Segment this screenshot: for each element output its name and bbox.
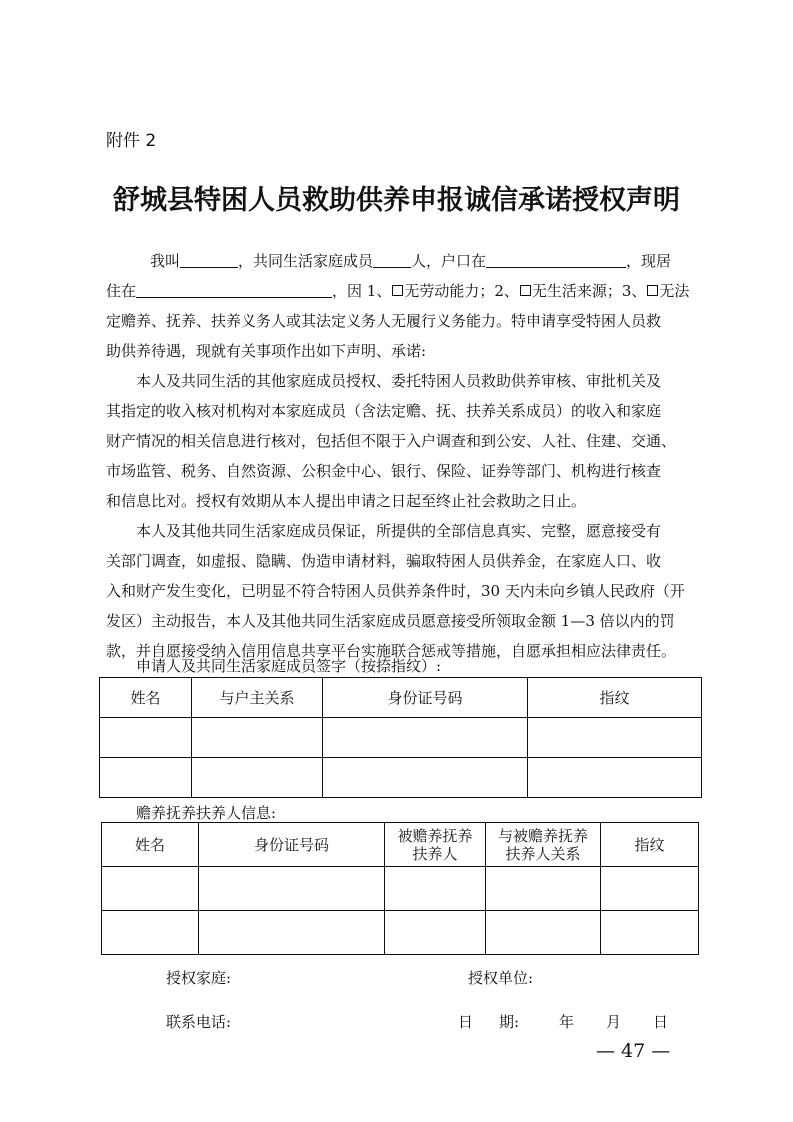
- checkbox-icon[interactable]: [392, 285, 403, 296]
- text: 无生活来源；3、: [531, 282, 647, 300]
- header-supported-relation: [486, 823, 601, 867]
- header-id-number: 身份证号码: [199, 823, 385, 867]
- supported-cell[interactable]: [385, 867, 486, 911]
- supported-cell[interactable]: [385, 911, 486, 955]
- checkbox-icon[interactable]: [520, 285, 531, 296]
- text: ，因 1、: [332, 282, 392, 300]
- date-label-ri: 日: [458, 1013, 474, 1031]
- name-cell[interactable]: [102, 867, 199, 911]
- text: 我叫: [150, 252, 181, 270]
- text: 扶养人关系: [505, 844, 581, 863]
- para1-line1: [106, 251, 690, 271]
- id-cell[interactable]: [323, 758, 528, 798]
- household-blank[interactable]: [486, 251, 626, 268]
- date-label-qi: 期:: [499, 1013, 520, 1031]
- phone-label: 联系电话:: [166, 1013, 232, 1031]
- para2-line: 本人及共同生活的其他家庭成员授权、委托特困人员救助供养审核、审批机关及: [136, 372, 662, 390]
- id-cell[interactable]: [199, 911, 385, 955]
- para3-line: 关部门调查，如虚报、隐瞒、伪造申请材料，骗取特困人员供养金，在家庭人口、收: [106, 552, 662, 570]
- text: 被赡养抚养: [397, 826, 473, 845]
- applicant-signature-table: [99, 677, 702, 798]
- table-row: [102, 911, 699, 955]
- relation-cell[interactable]: [192, 758, 323, 798]
- year-label: 年: [559, 1013, 575, 1031]
- table1-caption: 申请人及共同生活家庭成员签字（按捺指纹）:: [136, 657, 442, 675]
- supporter-info-table: [101, 822, 699, 955]
- para2-line: 市场监管、税务、自然资源、公积金中心、银行、保险、证券等部门、机构进行核查: [106, 462, 662, 480]
- header-fingerprint: 指纹: [528, 678, 702, 718]
- para3-line: 入和财产发生变化，已明显不符合特困人员供养条件时，30 天内未向乡镇人民政府（开: [106, 582, 685, 600]
- id-cell[interactable]: [323, 718, 528, 758]
- fingerprint-cell[interactable]: [528, 718, 702, 758]
- name-cell[interactable]: [100, 758, 192, 798]
- text: 人，户口在: [411, 252, 487, 270]
- page-number: — 47 —: [596, 1040, 671, 1062]
- para2-line: 和信息比对。授权有效期从本人提出申请之日起至终止社会救助之日止。: [106, 492, 587, 510]
- text: ，现居: [626, 252, 672, 270]
- name-cell[interactable]: [102, 911, 199, 955]
- text: 无劳动能力；2、: [404, 282, 519, 300]
- table2-caption: 赡养抚养扶养人信息:: [136, 804, 277, 822]
- table-row: [102, 867, 699, 911]
- relation-cell[interactable]: [192, 718, 323, 758]
- para1-line2: [106, 281, 690, 301]
- member-count-blank[interactable]: [373, 251, 411, 268]
- text: 扶养人: [412, 844, 458, 863]
- para1-line3: 定赡养、抚养、扶养义务人或其法定义务人无履行义务能力。特申请享受特困人员救: [106, 312, 662, 330]
- header-supported-person: [385, 823, 486, 867]
- checkbox-icon[interactable]: [647, 285, 658, 296]
- auth-unit-label: 授权单位:: [468, 969, 534, 987]
- text: 与被赡养抚养: [497, 826, 588, 845]
- attachment-label: 附件 2: [106, 131, 157, 151]
- text: ，共同生活家庭成员: [238, 252, 374, 270]
- para3-line: 款，并自愿接受纳入信用信息共享平台实施联合惩戒等措施，自愿承担相应法律责任。: [106, 642, 677, 660]
- name-blank[interactable]: [180, 251, 238, 268]
- name-cell[interactable]: [100, 718, 192, 758]
- residence-blank[interactable]: [136, 281, 332, 298]
- header-fingerprint: 指纹: [601, 823, 699, 867]
- table-row: [100, 758, 702, 798]
- auth-family-label: 授权家庭:: [166, 969, 232, 987]
- para3-line: 发区）主动报告，本人及其他共同生活家庭成员愿意接受所领取金额 1—3 倍以内的罚: [106, 612, 675, 630]
- para2-line: 财产情况的相关信息进行核对，包括但不限于入户调查和到公安、人社、住建、交通、: [106, 432, 677, 450]
- day-label: 日: [653, 1013, 669, 1031]
- fingerprint-cell[interactable]: [601, 911, 699, 955]
- table-row: [100, 718, 702, 758]
- relation-cell[interactable]: [486, 867, 601, 911]
- text: 住在: [106, 282, 137, 300]
- id-cell[interactable]: [199, 867, 385, 911]
- header-relation: 与户主关系: [192, 678, 323, 718]
- relation-cell[interactable]: [486, 911, 601, 955]
- header-name: 姓名: [100, 678, 192, 718]
- para1-line4: 助供养待遇，现就有关事项作出如下声明、承诺:: [106, 342, 427, 360]
- para3-line: 本人及其他共同生活家庭成员保证，所提供的全部信息真实、完整，愿意接受有: [136, 522, 662, 540]
- text: 无法: [659, 282, 690, 300]
- month-label: 月: [606, 1013, 622, 1031]
- table-header-row: [100, 678, 702, 718]
- document-title: 舒城县特困人员救助供养申报诚信承诺授权声明: [113, 185, 680, 216]
- para2-line: 其指定的收入核对机构对本家庭成员（含法定赡、抚、扶养关系成员）的收入和家庭: [106, 402, 662, 420]
- fingerprint-cell[interactable]: [601, 867, 699, 911]
- fingerprint-cell[interactable]: [528, 758, 702, 798]
- header-id-number: 身份证号码: [323, 678, 528, 718]
- header-name: 姓名: [102, 823, 199, 867]
- table-header-row: [102, 823, 699, 867]
